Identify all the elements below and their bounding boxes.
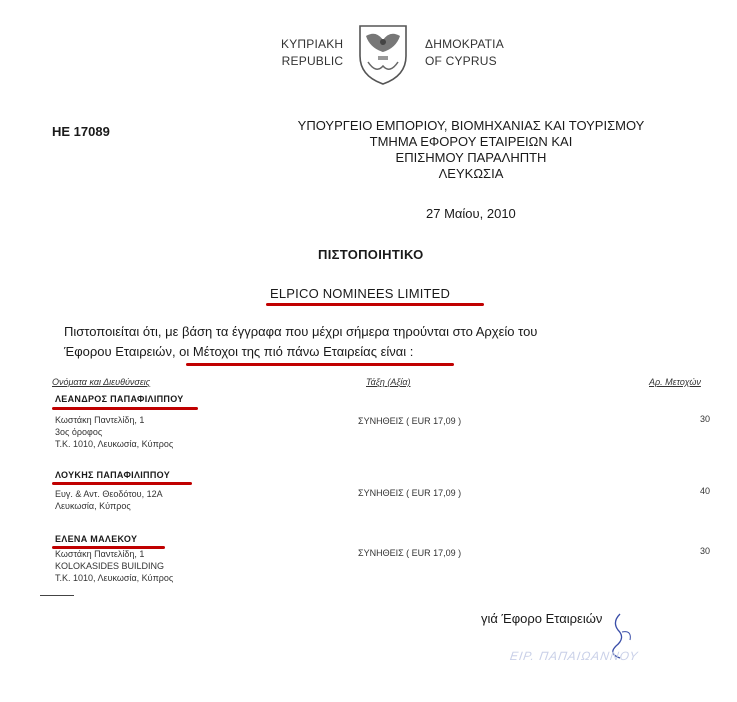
reference-number: ΗΕ 17089 xyxy=(52,124,110,139)
address-line: Τ.Κ. 1010, Λευκωσία, Κύπρος xyxy=(55,439,174,449)
header-right xyxy=(425,36,504,70)
certification-paragraph xyxy=(64,322,537,362)
address-line: 3ος όροφος xyxy=(55,427,103,437)
header-left-line2: REPUBLIC xyxy=(281,54,344,68)
shareholder-underline xyxy=(52,482,192,485)
paragraph-line1: Πιστοποιείται ότι, με βάση τα έγγραφα που μέχρι σήμερα τηρούνται στο Αρχείο του xyxy=(64,324,538,339)
header-left xyxy=(281,36,343,70)
company-underline xyxy=(266,303,484,306)
paragraph-line2: Έφορου Εταιρειών, οι Μέτοχοι της πιό πάνω Εταιρείας είναι : xyxy=(64,344,414,359)
address-line: Ευγ. & Αντ. Θεοδότου, 12Α xyxy=(55,489,163,499)
certificate-title: ΠΙΣΤΟΠΟΙΗΤΙΚΟ xyxy=(318,247,424,262)
header-right-line1: ΔΗΜΟΚΡΑΤΙΑ xyxy=(425,37,504,51)
address-line: Κωστάκη Παντελίδη, 1 xyxy=(55,549,145,559)
address-line: Τ.Κ. 1010, Λευκωσία, Κύπρος xyxy=(55,573,174,583)
shareholder-name: ΛΟΥΚΗΣ ΠΑΠΑΦΙΛΙΠΠΟΥ xyxy=(55,470,171,480)
column-header-shares: Αρ. Μετοχών xyxy=(649,377,701,387)
ministry-line1: ΥΠΟΥΡΓΕΙΟ ΕΜΠΟΡΙΟΥ, ΒΙΟΜΗΧΑΝΙΑΣ ΚΑΙ ΤΟΥΡΙΣΜΟΥ xyxy=(297,118,645,133)
address-line: Κωστάκη Παντελίδη, 1 xyxy=(55,415,145,425)
address-line: KOLOKASIDES BUILDING xyxy=(55,561,165,571)
ministry-line3: ΕΠΙΣΗΜΟΥ ΠΑΡΑΛΗΠΤΗ xyxy=(395,150,547,165)
shareholder-underline xyxy=(52,407,198,410)
share-count: 30 xyxy=(699,414,710,424)
document-date: 27 Μαίου, 2010 xyxy=(426,206,516,221)
shareholder-address xyxy=(55,488,163,512)
company-name: ELPICO NOMINEES LIMITED xyxy=(270,286,451,301)
share-class: ΣΥΝΗΘΕΙΣ ( EUR 17,09 ) xyxy=(358,548,462,558)
address-line: Λευκωσία, Κύπρος xyxy=(55,501,131,511)
share-count: 40 xyxy=(699,486,710,496)
signature-label: γιά Έφορο Εταιρειών xyxy=(481,611,603,626)
ministry-line4: ΛΕΥΚΩΣΙΑ xyxy=(438,166,504,181)
official-stamp-name: ΕΙΡ. ΠΑΠΑΙΩΑΝΝΟΥ xyxy=(509,649,640,663)
share-count: 30 xyxy=(699,546,710,556)
separator-line xyxy=(40,595,74,596)
share-class: ΣΥΝΗΘΕΙΣ ( EUR 17,09 ) xyxy=(358,488,462,498)
column-header-names: Ονόματα και Διευθύνσεις xyxy=(52,377,151,387)
ministry-line2: ΤΜΗΜΑ ΕΦΟΡΟΥ ΕΤΑΙΡΕΙΩΝ ΚΑΙ xyxy=(369,134,573,149)
shareholder-address xyxy=(55,548,173,584)
shareholder-name: ΕΛΕΝΑ ΜΑΛΕΚΟΥ xyxy=(55,534,138,544)
share-class: ΣΥΝΗΘΕΙΣ ( EUR 17,09 ) xyxy=(358,416,462,426)
cyprus-emblem-icon xyxy=(356,22,410,86)
paragraph-underline xyxy=(186,363,454,366)
header-right-line2: OF CYPRUS xyxy=(425,54,497,68)
shareholder-address xyxy=(55,414,173,450)
ministry-heading xyxy=(262,118,680,182)
column-header-class: Τάξη (Αξία) xyxy=(366,377,411,387)
shareholder-name: ΛΕΑΝΔΡΟΣ ΠΑΠΑΦΙΛΙΠΠΟΥ xyxy=(55,394,184,404)
header-left-line1: ΚΥΠΡΙΑΚΗ xyxy=(281,37,344,51)
